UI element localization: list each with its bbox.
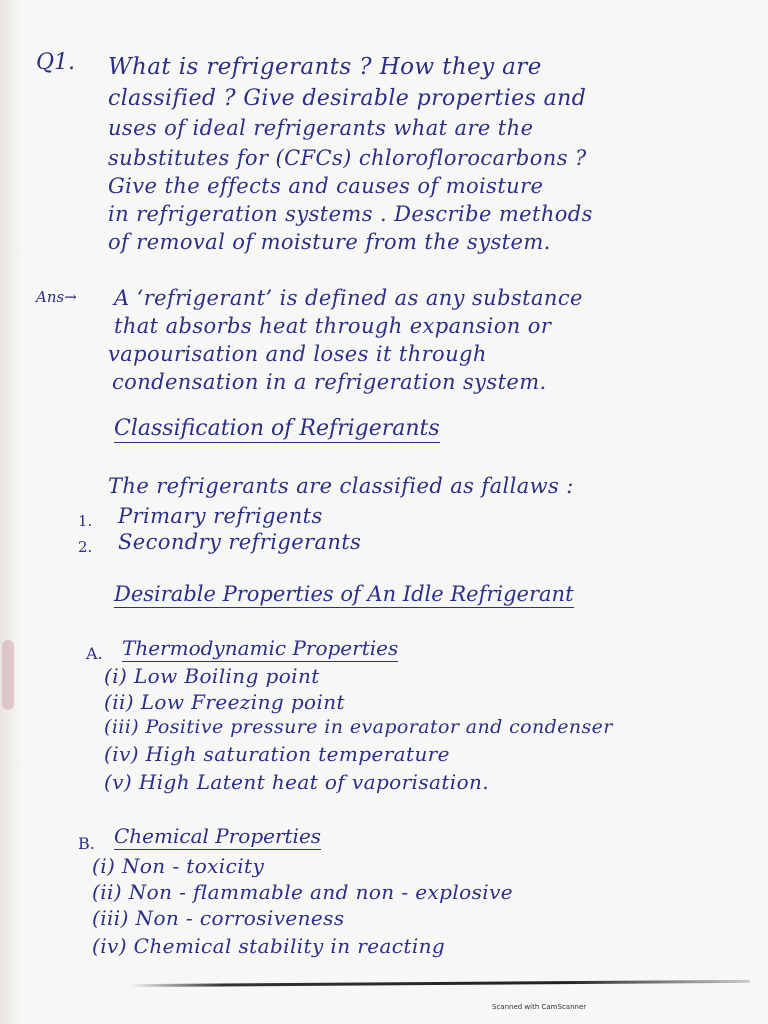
property-item: (iii) Positive pressure in evaporator and condenser	[104, 716, 613, 738]
property-item: (ii) Low Freezing point	[104, 690, 345, 714]
chemical-heading: Chemical Properties	[114, 824, 322, 848]
list-number: 1.	[78, 512, 93, 530]
question-line: What is refrigerants ? How they are	[108, 54, 542, 80]
classification-heading: Classification of Refrigerants	[114, 416, 440, 441]
property-item: (i) Low Boiling point	[104, 664, 320, 688]
section-letter: A.	[86, 644, 103, 663]
answer-line: that absorbs heat through expansion or	[114, 314, 552, 338]
page-edge-shadow	[0, 0, 22, 1024]
question-line: in refrigeration systems . Describe methods	[108, 202, 593, 226]
question-label: Q1.	[36, 50, 76, 75]
property-item: (i) Non - toxicity	[92, 854, 265, 878]
list-item: Primary refrigents	[118, 504, 323, 528]
property-item: (ii) Non - flammable and non - explosive	[92, 880, 514, 904]
classification-intro: The refrigerants are classified as fallaws :	[108, 474, 574, 498]
property-item: (iv) Chemical stability in reacting	[92, 934, 446, 958]
property-item: (iii) Non - corrosiveness	[92, 906, 345, 930]
list-item: Secondry refrigerants	[118, 530, 362, 554]
question-line: substitutes for (CFCs) chloroflorocarbons ?	[108, 146, 587, 170]
question-line: uses of ideal refrigerants what are the	[108, 116, 534, 140]
thermo-heading: Thermodynamic Properties	[122, 636, 399, 660]
list-number: 2.	[78, 538, 93, 556]
answer-line: vapourisation and loses it through	[108, 342, 487, 366]
scanner-watermark: Scanned with CamScanner	[492, 1003, 587, 1011]
property-item: (iv) High saturation temperature	[104, 742, 450, 766]
page-bottom-rule	[130, 980, 750, 987]
answer-label: Ans→	[36, 288, 77, 306]
question-line: classified ? Give desirable properties and	[108, 86, 587, 111]
question-line: of removal of moisture from the system.	[108, 230, 551, 254]
answer-line: A ‘refrigerant’ is defined as any substance	[114, 286, 583, 310]
answer-line: condensation in a refrigeration system.	[112, 370, 547, 394]
property-item: (v) High Latent heat of vaporisation.	[104, 770, 490, 794]
section-letter: B.	[78, 834, 95, 853]
desirable-heading: Desirable Properties of An Idle Refrigerant	[114, 582, 574, 606]
page-smudge	[2, 640, 14, 710]
question-line: Give the effects and causes of moisture	[108, 174, 544, 198]
